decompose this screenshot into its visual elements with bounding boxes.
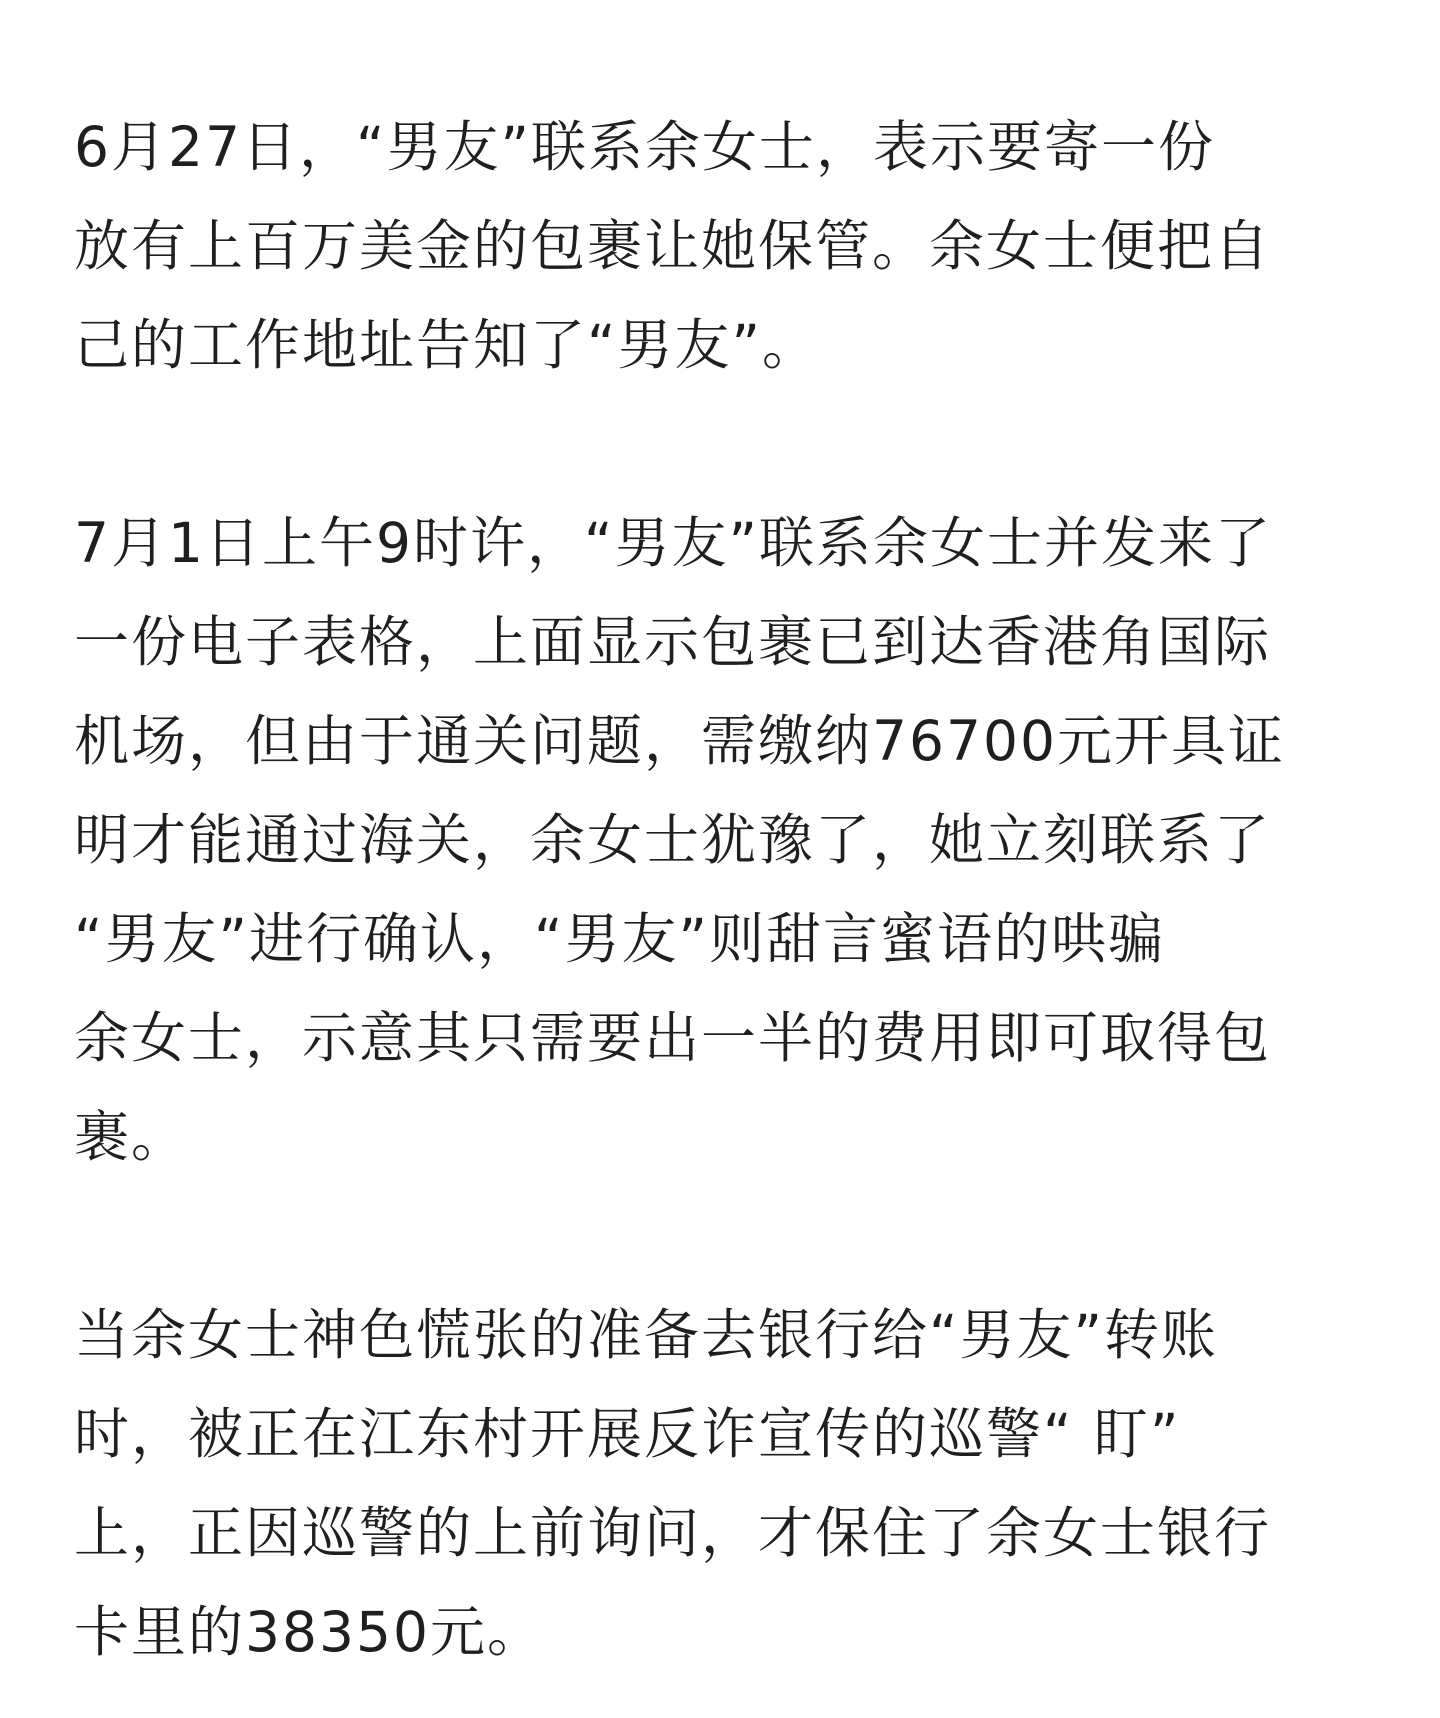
paragraph-line: 时，被正在江东村开展反诈宣传的巡警“ 盯” [74,1402,1181,1466]
paragraph-spacer [74,1187,1374,1286]
paragraph-line: 6月27日，“男友”联系余女士，表示要寄一份 [74,115,1215,179]
paragraph-line: 放有上百万美金的包裹让她保管。余女士便把自 [74,214,1272,278]
paragraph-line: 一份电子表格，上面显示包裹已到达香港角国际 [74,610,1272,674]
paragraph-2 [74,494,1374,1187]
paragraph-1 [74,98,1374,395]
paragraph-line: 7月1日上午9时许，“男友”联系余女士并发来了 [74,511,1272,575]
paragraph-line: 裹。 [74,1105,189,1169]
paragraph-line: “男友”进行确认，“男友”则甜言蜜语的哄骗 [74,907,1165,971]
paragraph-line: 机场，但由于通关问题，需缴纳76700元开具证 [74,709,1285,773]
paragraph-spacer [74,395,1374,494]
paragraph-line: 当余女士神色慌张的准备去银行给“男友”转账 [74,1303,1218,1367]
paragraph-line: 余女士，示意其只需要出一半的费用即可取得包 [74,1006,1272,1070]
paragraph-line: 上，正因巡警的上前询问，才保住了余女士银行 [74,1501,1272,1565]
paragraph-line: 卡里的38350元。 [74,1600,544,1664]
paragraph-3 [74,1286,1374,1682]
paragraph-line: 己的工作地址告知了“男友”。 [74,313,819,377]
paragraph-line: 明才能通过海关，余女士犹豫了，她立刻联系了 [74,808,1272,872]
article-body [74,98,1374,1682]
